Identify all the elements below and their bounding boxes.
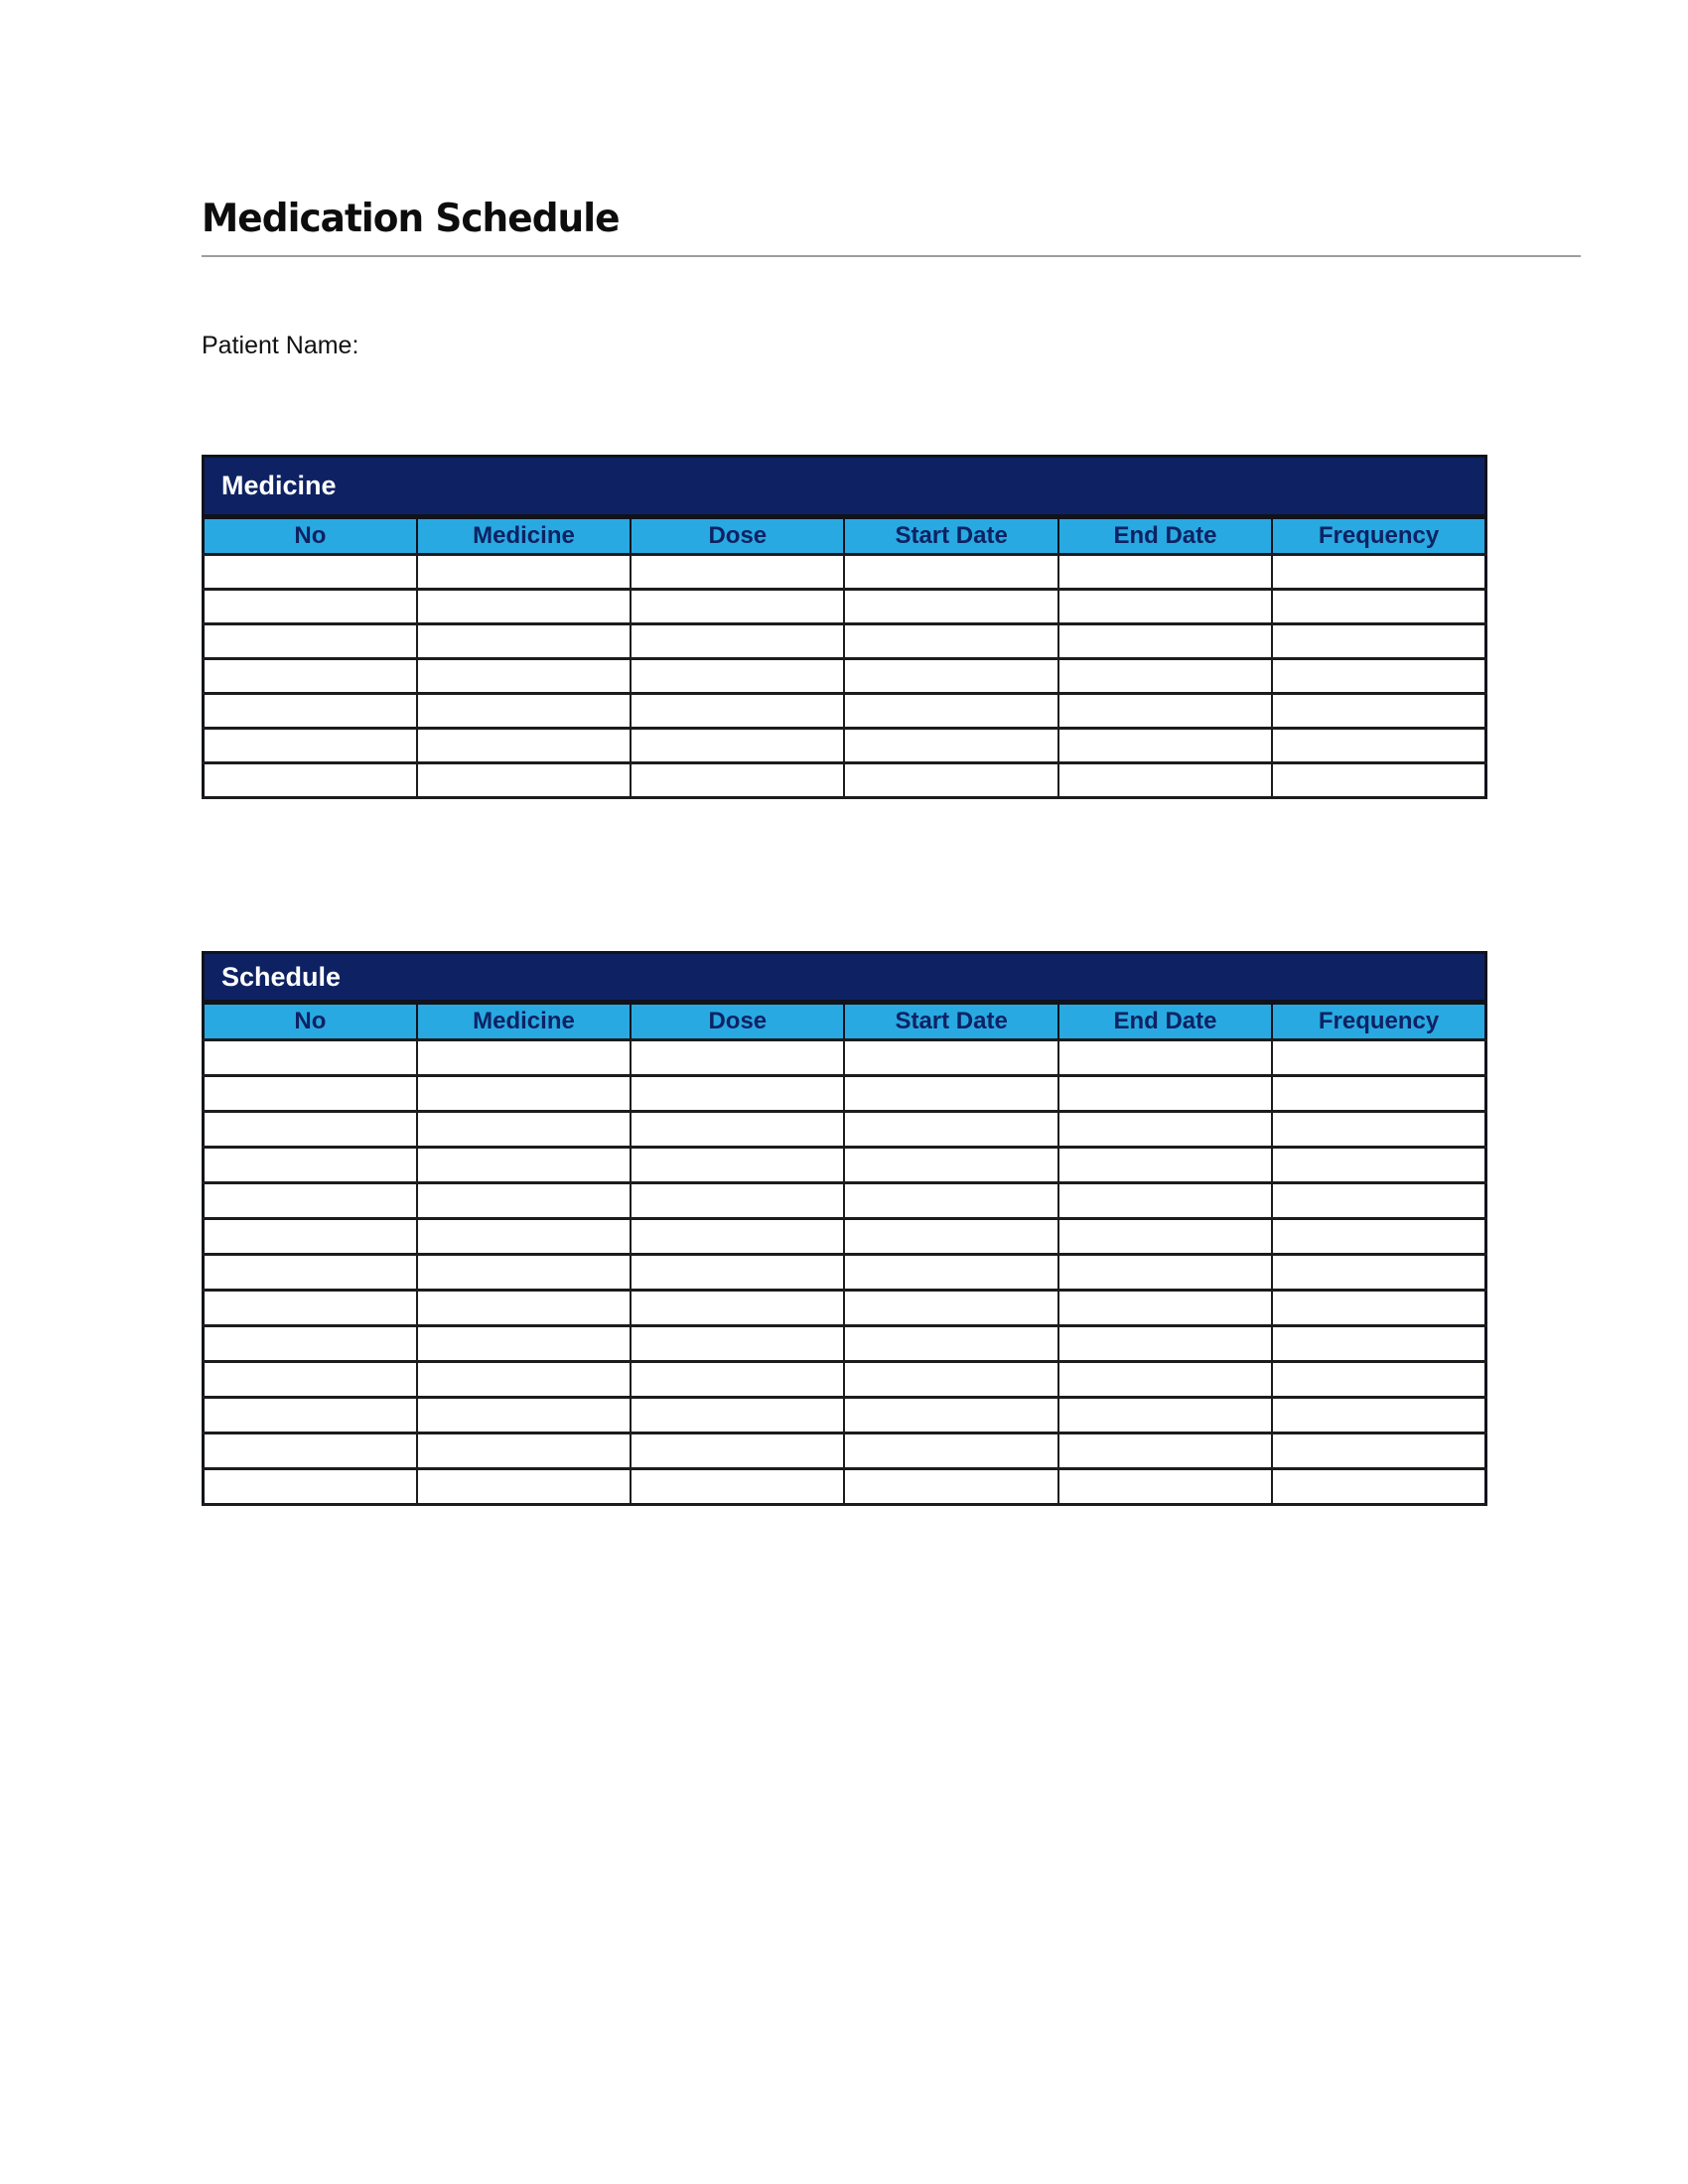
medicine-cell-medicine-6[interactable] — [417, 729, 631, 763]
medicine-cell-no-6[interactable] — [204, 729, 417, 763]
medicine-cell-no-3[interactable] — [204, 624, 417, 659]
schedule-cell-start-date-4[interactable] — [844, 1148, 1057, 1183]
medicine-row-6 — [204, 729, 1486, 763]
medicine-cell-dose-3[interactable] — [631, 624, 844, 659]
schedule-cell-start-date-8[interactable] — [844, 1291, 1057, 1326]
schedule-cell-start-date-10[interactable] — [844, 1362, 1057, 1398]
schedule-cell-end-date-1[interactable] — [1058, 1040, 1272, 1076]
schedule-cell-end-date-13[interactable] — [1058, 1469, 1272, 1505]
schedule-cell-end-date-10[interactable] — [1058, 1362, 1272, 1398]
schedule-cell-dose-10[interactable] — [631, 1362, 844, 1398]
schedule-cell-dose-7[interactable] — [631, 1255, 844, 1291]
column-header-end-date: End Date — [1058, 518, 1272, 555]
medicine-cell-dose-2[interactable] — [631, 590, 844, 624]
medicine-cell-medicine-1[interactable] — [417, 555, 631, 590]
schedule-cell-end-date-12[interactable] — [1058, 1433, 1272, 1469]
schedule-header-row — [204, 1004, 1486, 1040]
medicine-cell-frequency-6[interactable] — [1272, 729, 1485, 763]
column-header-frequency: Frequency — [1272, 518, 1485, 555]
medicine-row-2 — [204, 590, 1486, 624]
medicine-cell-no-4[interactable] — [204, 659, 417, 694]
medicine-cell-frequency-2[interactable] — [1272, 590, 1485, 624]
schedule-cell-medicine-4[interactable] — [417, 1148, 631, 1183]
medicine-cell-start-date-2[interactable] — [844, 590, 1057, 624]
schedule-cell-dose-6[interactable] — [631, 1219, 844, 1255]
schedule-row-4 — [204, 1148, 1486, 1183]
medicine-row-7 — [204, 763, 1486, 798]
page-title: Medication Schedule — [202, 197, 620, 241]
medicine-cell-start-date-6[interactable] — [844, 729, 1057, 763]
schedule-cell-medicine-7[interactable] — [417, 1255, 631, 1291]
schedule-cell-start-date-7[interactable] — [844, 1255, 1057, 1291]
schedule-row-8 — [204, 1291, 1486, 1326]
schedule-cell-dose-8[interactable] — [631, 1291, 844, 1326]
schedule-row-1 — [204, 1040, 1486, 1076]
schedule-cell-end-date-3[interactable] — [1058, 1112, 1272, 1148]
schedule-table-title: Schedule — [221, 961, 342, 992]
schedule-cell-no-8[interactable] — [204, 1291, 417, 1326]
medicine-cell-start-date-3[interactable] — [844, 624, 1057, 659]
schedule-row-9 — [204, 1326, 1486, 1362]
medicine-cell-end-date-6[interactable] — [1058, 729, 1272, 763]
patient-name-label: Patient Name: — [202, 332, 359, 359]
schedule-cell-frequency-6[interactable] — [1272, 1219, 1485, 1255]
schedule-cell-dose-4[interactable] — [631, 1148, 844, 1183]
schedule-cell-end-date-11[interactable] — [1058, 1398, 1272, 1433]
column-header-end-date: End Date — [1058, 1004, 1272, 1040]
schedule-cell-no-7[interactable] — [204, 1255, 417, 1291]
schedule-cell-end-date-8[interactable] — [1058, 1291, 1272, 1326]
schedule-cell-dose-3[interactable] — [631, 1112, 844, 1148]
schedule-row-12 — [204, 1433, 1486, 1469]
schedule-row-10 — [204, 1362, 1486, 1398]
schedule-cell-dose-12[interactable] — [631, 1433, 844, 1469]
schedule-row-2 — [204, 1076, 1486, 1112]
medicine-row-5 — [204, 694, 1486, 729]
schedule-cell-start-date-13[interactable] — [844, 1469, 1057, 1505]
medicine-cell-no-2[interactable] — [204, 590, 417, 624]
medicine-cell-frequency-1[interactable] — [1272, 555, 1485, 590]
schedule-cell-end-date-6[interactable] — [1058, 1219, 1272, 1255]
schedule-cell-no-6[interactable] — [204, 1219, 417, 1255]
medicine-cell-frequency-5[interactable] — [1272, 694, 1485, 729]
medicine-cell-start-date-7[interactable] — [844, 763, 1057, 798]
schedule-cell-dose-11[interactable] — [631, 1398, 844, 1433]
medicine-cell-no-7[interactable] — [204, 763, 417, 798]
schedule-cell-frequency-2[interactable] — [1272, 1076, 1485, 1112]
medicine-header-row — [204, 518, 1486, 555]
schedule-cell-medicine-6[interactable] — [417, 1219, 631, 1255]
title-divider-rule — [202, 255, 1581, 257]
schedule-cell-frequency-7[interactable] — [1272, 1255, 1485, 1291]
medicine-cell-medicine-3[interactable] — [417, 624, 631, 659]
schedule-cell-end-date-4[interactable] — [1058, 1148, 1272, 1183]
medicine-cell-dose-1[interactable] — [631, 555, 844, 590]
schedule-cell-frequency-4[interactable] — [1272, 1148, 1485, 1183]
schedule-row-11 — [204, 1398, 1486, 1433]
schedule-cell-no-2[interactable] — [204, 1076, 417, 1112]
schedule-table-section — [202, 951, 1487, 1506]
column-header-dose: Dose — [631, 518, 844, 555]
schedule-cell-frequency-10[interactable] — [1272, 1362, 1485, 1398]
schedule-row-13 — [204, 1469, 1486, 1505]
column-header-medicine: Medicine — [417, 1004, 631, 1040]
medicine-cell-frequency-3[interactable] — [1272, 624, 1485, 659]
medicine-cell-medicine-2[interactable] — [417, 590, 631, 624]
schedule-cell-medicine-10[interactable] — [417, 1362, 631, 1398]
column-header-start-date: Start Date — [844, 1004, 1057, 1040]
schedule-cell-frequency-12[interactable] — [1272, 1433, 1485, 1469]
schedule-cell-no-12[interactable] — [204, 1433, 417, 1469]
column-header-dose: Dose — [631, 1004, 844, 1040]
medicine-cell-end-date-5[interactable] — [1058, 694, 1272, 729]
medicine-cell-no-1[interactable] — [204, 555, 417, 590]
medicine-cell-end-date-3[interactable] — [1058, 624, 1272, 659]
medicine-cell-dose-6[interactable] — [631, 729, 844, 763]
schedule-cell-frequency-8[interactable] — [1272, 1291, 1485, 1326]
medicine-cell-end-date-2[interactable] — [1058, 590, 1272, 624]
medicine-cell-end-date-7[interactable] — [1058, 763, 1272, 798]
column-header-start-date: Start Date — [844, 518, 1057, 555]
schedule-cell-start-date-3[interactable] — [844, 1112, 1057, 1148]
schedule-cell-frequency-13[interactable] — [1272, 1469, 1485, 1505]
schedule-cell-frequency-11[interactable] — [1272, 1398, 1485, 1433]
column-header-no: No — [204, 1004, 417, 1040]
medicine-row-3 — [204, 624, 1486, 659]
schedule-cell-no-9[interactable] — [204, 1326, 417, 1362]
medicine-table-section — [202, 455, 1487, 799]
schedule-cell-medicine-12[interactable] — [417, 1433, 631, 1469]
medicine-cell-frequency-7[interactable] — [1272, 763, 1485, 798]
column-header-medicine: Medicine — [417, 518, 631, 555]
schedule-cell-no-10[interactable] — [204, 1362, 417, 1398]
schedule-cell-medicine-5[interactable] — [417, 1183, 631, 1219]
schedule-cell-medicine-11[interactable] — [417, 1398, 631, 1433]
medicine-cell-dose-5[interactable] — [631, 694, 844, 729]
medicine-cell-medicine-4[interactable] — [417, 659, 631, 694]
medicine-table-title: Medicine — [221, 471, 337, 500]
schedule-cell-frequency-1[interactable] — [1272, 1040, 1485, 1076]
schedule-cell-medicine-3[interactable] — [417, 1112, 631, 1148]
schedule-cell-dose-9[interactable] — [631, 1326, 844, 1362]
schedule-cell-dose-5[interactable] — [631, 1183, 844, 1219]
schedule-cell-medicine-2[interactable] — [417, 1076, 631, 1112]
schedule-row-7 — [204, 1255, 1486, 1291]
medicine-cell-medicine-5[interactable] — [417, 694, 631, 729]
schedule-cell-end-date-9[interactable] — [1058, 1326, 1272, 1362]
schedule-cell-frequency-3[interactable] — [1272, 1112, 1485, 1148]
schedule-cell-no-11[interactable] — [204, 1398, 417, 1433]
medicine-cell-frequency-4[interactable] — [1272, 659, 1485, 694]
schedule-cell-frequency-5[interactable] — [1272, 1183, 1485, 1219]
column-header-frequency: Frequency — [1272, 1004, 1485, 1040]
schedule-cell-medicine-13[interactable] — [417, 1469, 631, 1505]
schedule-cell-start-date-12[interactable] — [844, 1433, 1057, 1469]
schedule-cell-end-date-5[interactable] — [1058, 1183, 1272, 1219]
medicine-cell-start-date-5[interactable] — [844, 694, 1057, 729]
schedule-cell-dose-13[interactable] — [631, 1469, 844, 1505]
schedule-row-3 — [204, 1112, 1486, 1148]
schedule-row-6 — [204, 1219, 1486, 1255]
schedule-cell-no-1[interactable] — [204, 1040, 417, 1076]
schedule-table — [202, 1002, 1487, 1506]
medicine-cell-start-date-1[interactable] — [844, 555, 1057, 590]
medicine-cell-medicine-7[interactable] — [417, 763, 631, 798]
schedule-cell-start-date-5[interactable] — [844, 1183, 1057, 1219]
schedule-cell-medicine-8[interactable] — [417, 1291, 631, 1326]
schedule-cell-end-date-2[interactable] — [1058, 1076, 1272, 1112]
schedule-cell-start-date-11[interactable] — [844, 1398, 1057, 1433]
schedule-cell-end-date-7[interactable] — [1058, 1255, 1272, 1291]
schedule-cell-dose-2[interactable] — [631, 1076, 844, 1112]
medicine-cell-end-date-1[interactable] — [1058, 555, 1272, 590]
schedule-cell-medicine-9[interactable] — [417, 1326, 631, 1362]
medicine-cell-no-5[interactable] — [204, 694, 417, 729]
schedule-cell-start-date-1[interactable] — [844, 1040, 1057, 1076]
schedule-cell-frequency-9[interactable] — [1272, 1326, 1485, 1362]
medicine-cell-start-date-4[interactable] — [844, 659, 1057, 694]
schedule-row-5 — [204, 1183, 1486, 1219]
schedule-cell-no-4[interactable] — [204, 1148, 417, 1183]
schedule-cell-no-5[interactable] — [204, 1183, 417, 1219]
medicine-cell-end-date-4[interactable] — [1058, 659, 1272, 694]
schedule-cell-no-13[interactable] — [204, 1469, 417, 1505]
medicine-row-1 — [204, 555, 1486, 590]
schedule-cell-medicine-1[interactable] — [417, 1040, 631, 1076]
schedule-cell-dose-1[interactable] — [631, 1040, 844, 1076]
schedule-cell-start-date-6[interactable] — [844, 1219, 1057, 1255]
medicine-row-4 — [204, 659, 1486, 694]
column-header-no: No — [204, 518, 417, 555]
medicine-cell-dose-7[interactable] — [631, 763, 844, 798]
schedule-table-title-band — [202, 951, 1487, 1002]
medicine-cell-dose-4[interactable] — [631, 659, 844, 694]
medicine-table — [202, 516, 1487, 799]
schedule-cell-start-date-2[interactable] — [844, 1076, 1057, 1112]
medicine-table-title-band — [202, 455, 1487, 516]
schedule-cell-no-3[interactable] — [204, 1112, 417, 1148]
schedule-cell-start-date-9[interactable] — [844, 1326, 1057, 1362]
